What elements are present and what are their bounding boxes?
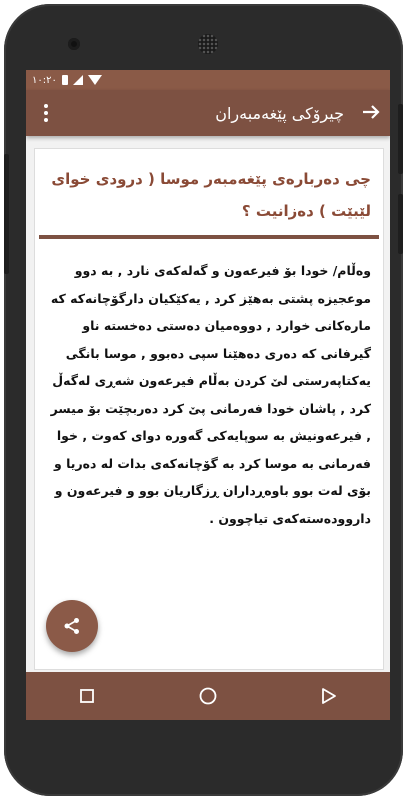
page-title: چیرۆکی پێغەمبەران [215,103,344,123]
system-nav-bar [26,672,390,720]
signal-icon [73,75,83,85]
recent-apps-icon[interactable] [67,676,107,716]
volume-button [4,154,9,274]
arrow-right-icon[interactable] [362,101,380,125]
back-icon[interactable] [309,676,349,716]
app-bar [26,90,390,136]
home-icon[interactable] [188,676,228,716]
wifi-icon [88,75,102,85]
earpiece-speaker [198,34,218,54]
phone-frame [4,4,403,796]
story-card [34,148,384,670]
more-vert-icon[interactable] [38,104,54,122]
front-camera [68,38,80,50]
share-button[interactable] [46,600,98,652]
answer-text: وەڵام/ خودا بۆ فیرعەون و گەلەکەی نارد , بە دوو موعجیزە پشتی بەهێز کرد , یەکێکیان دارگۆچانەکە کە مارەکانی خوارد , دووەمیان دەستی دەخستە ناو گیرفانی کە دەری دەهێنا سپی دەبوو , موسا بانگی یەکتاپەرستی لێ کردن بەڵام فیرعەون شەڕی لەگەڵ کرد , پاشان خودا فەرمانی پێ کرد دەربچێت بۆ میسر , فیرعەونیش بە سوپایەکی گەورە دوای کەوت , خوا فەرمانی بە موسا کرد بە گۆچانەکەی بدات لە دەریا و بۆی لەت بوو باوەڕداران ڕزگاریان بوو و فیرعەون و داروودەستەکەی تیاچوون . [50,263,371,526]
side-button [398,194,403,254]
share-icon [63,617,81,635]
screen [26,70,390,720]
power-button [398,104,403,174]
question-text: چی دەربارەی پێغەمبەر موسا ( درودی خوای لێبێت ) دەزانیت ؟ [51,170,371,220]
status-bar [26,70,390,90]
battery-icon [62,75,68,85]
status-time: ١٠:٢٠ [32,74,57,86]
